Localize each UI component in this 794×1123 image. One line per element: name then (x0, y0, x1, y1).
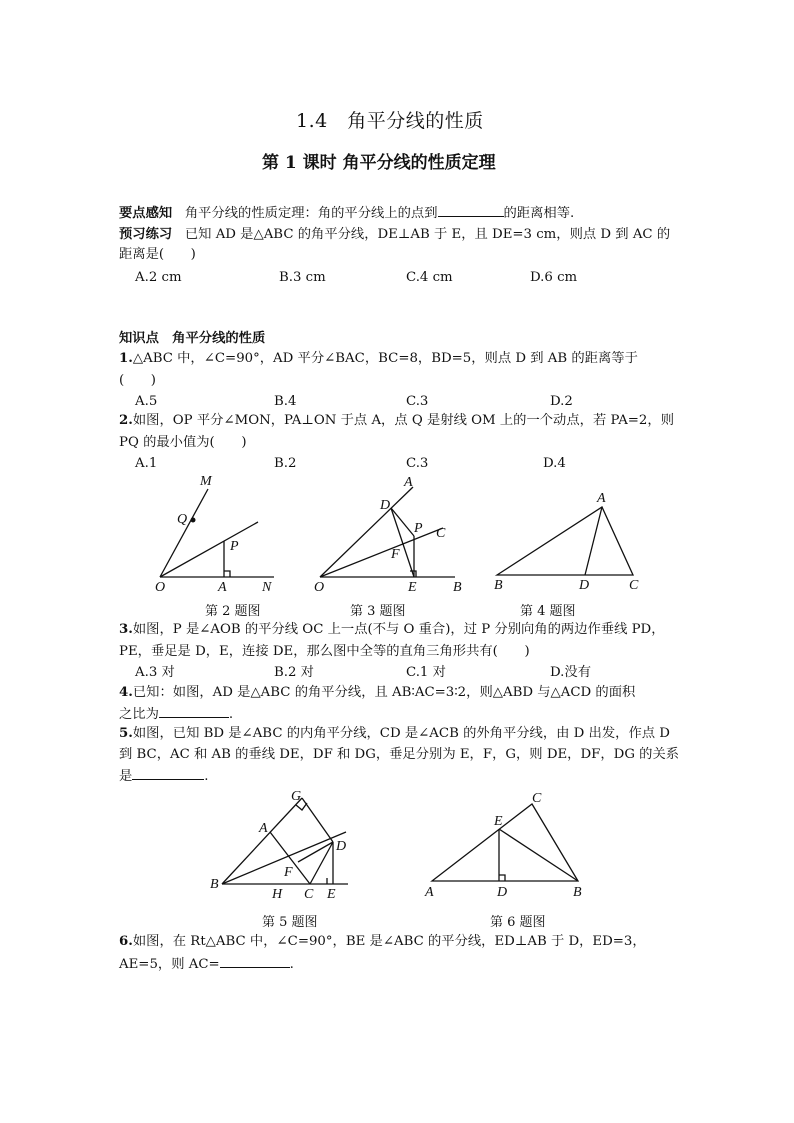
label-B: B (453, 580, 462, 595)
label-A: A (404, 475, 413, 490)
q1-option: B.4 (274, 394, 297, 409)
label-N: N (262, 580, 272, 595)
segment-DP (391, 508, 414, 536)
q5-number: 5. (119, 726, 133, 741)
label-D: D (579, 578, 590, 593)
preview-option: C.4 cm (406, 270, 453, 285)
q5-line1 (119, 725, 670, 742)
label-F: F (391, 547, 400, 562)
label-C: C (304, 887, 314, 902)
label-C: C (436, 526, 446, 541)
q5-text-3: 是 (119, 769, 133, 784)
figure-5-caption: 第 5 题图 (262, 915, 318, 930)
label-M: M (200, 474, 212, 489)
answer-blank[interactable] (132, 767, 204, 780)
q6-text-end: . (289, 957, 294, 972)
q6-number: 6. (119, 934, 133, 949)
label-D: D (336, 839, 347, 854)
label-P: P (414, 521, 423, 536)
key-points-label: 要点感知 (119, 206, 173, 221)
q6-line1 (119, 933, 646, 950)
label-O: O (155, 580, 166, 595)
segment-AD (585, 507, 602, 575)
q3-option: B.2 对 (274, 665, 314, 680)
label-D: D (497, 885, 508, 900)
figure-4 (494, 491, 639, 593)
q2-number: 2. (119, 413, 133, 428)
q3-text: 如图，P 是∠AOB 的平分线 OC 上一点(不与 O 重合)，过 P 分别向角的两边作垂线 PD， (132, 622, 665, 637)
figure-2 (155, 474, 274, 595)
q2-option: D.4 (543, 456, 566, 471)
q1-option: C.3 (406, 394, 429, 409)
q5-text: 如图，已知 BD 是∠ABC 的内角平分线，CD 是∠ACB 的外角平分线，由 D 出发，作点 D (132, 726, 670, 741)
q1-number: 1. (119, 351, 133, 366)
label-B: B (573, 885, 582, 900)
q4-line1 (119, 684, 635, 701)
q4-line2 (119, 705, 233, 723)
q4-text-end: . (228, 707, 234, 722)
triangle-ABC (432, 804, 578, 881)
label-O: O (314, 580, 325, 595)
q4-text: 已知：如图，AD 是△ABC 的角平分线，且 AB∶AC=3∶2，则△ABD 与△ACD 的面积 (132, 685, 636, 700)
point-Q (191, 518, 196, 523)
label-C: C (629, 578, 639, 593)
q3-line1 (119, 621, 665, 638)
figure-6 (424, 791, 582, 900)
q1-line2: ( ) (119, 373, 156, 388)
figure-4-caption: 第 4 题图 (520, 604, 576, 619)
label-F: F (284, 865, 293, 880)
label-P: P (230, 539, 239, 554)
label-B: B (494, 578, 503, 593)
q3-option: A.3 对 (135, 665, 175, 680)
segment-EB (499, 829, 578, 881)
label-G: G (291, 789, 302, 804)
label-C: C (532, 791, 542, 806)
q3-line2: PE，垂足是 D，E，连接 DE，那么图中全等的直角三角形共有( ) (119, 644, 530, 659)
label-A: A (218, 580, 227, 595)
preview-option: D.6 cm (530, 270, 578, 285)
q2-option: A.1 (135, 456, 158, 471)
label-A: A (259, 821, 268, 836)
knowledge-heading: 知识点 角平分线的性质 (119, 331, 266, 346)
label-E: E (327, 887, 336, 902)
figure-6-caption: 第 6 题图 (490, 915, 546, 930)
preview-label: 预习练习 (119, 227, 173, 242)
key-points-text: 角平分线的性质定理：角的平分线上的点到 (184, 206, 438, 221)
q3-number: 3. (119, 622, 133, 637)
label-A: A (425, 885, 434, 900)
q5-line2: 到 BC，AC 和 AB 的垂线 DE，DF 和 DG，垂足分别为 E，F，G，则 DE，DF，DG 的关系 (119, 747, 680, 762)
figure-5 (210, 789, 348, 902)
answer-blank[interactable] (159, 705, 229, 718)
figure-3-caption: 第 3 题图 (350, 604, 406, 619)
q1-option: D.2 (550, 394, 573, 409)
preview-question: 已知 AD 是△ABC 的角平分线，DE⊥AB 于 E，且 DE=3 cm，则点 D 到 AC 的 (184, 227, 671, 242)
label-E: E (408, 580, 417, 595)
q2-option: C.3 (406, 456, 429, 471)
answer-blank[interactable] (220, 955, 290, 968)
right-angle-mark (224, 571, 230, 577)
q2-option: B.2 (274, 456, 297, 471)
section-title: 1.4 角平分线的性质 (296, 110, 484, 132)
q1-text: △ABC 中，∠C=90°，AD 平分∠BAC，BC=8，BD=5，则点 D 到 AB 的距离等于 (132, 351, 638, 366)
q5-text-end: . (204, 769, 209, 784)
q3-option: C.1 对 (406, 665, 446, 680)
ray-OC (320, 528, 443, 577)
key-points-text-end: 的距离相等. (503, 206, 575, 221)
q2-text: 如图，OP 平分∠MON，PA⊥ON 于点 A，点 Q 是射线 OM 上的一个动点，若 PA=2，则 (132, 413, 674, 428)
q3-option: D.没有 (550, 665, 592, 680)
label-Q: Q (177, 512, 188, 527)
q6-line2 (119, 955, 294, 973)
segment-DE (391, 508, 414, 577)
right-angle-mark (296, 803, 307, 810)
label-H: H (272, 887, 283, 902)
preview-option: A.2 cm (135, 270, 182, 285)
figure-3 (314, 475, 462, 595)
q1-option: A.5 (135, 394, 158, 409)
q5-line3 (119, 767, 209, 785)
label-B: B (210, 877, 219, 892)
q6-text-2: AE=5，则 AC= (119, 957, 220, 972)
figure-2-caption: 第 2 题图 (205, 604, 261, 619)
q4-number: 4. (119, 685, 133, 700)
q6-text: 如图，在 Rt△ABC 中，∠C=90°，BE 是∠ABC 的平分线，ED⊥AB 于 D，ED=3， (132, 934, 646, 949)
lesson-title: 第 1 课时 角平分线的性质定理 (262, 153, 496, 173)
label-A: A (597, 491, 606, 506)
q4-text-2: 之比为 (119, 707, 159, 722)
triangle-ABC (497, 507, 633, 575)
label-E: E (494, 814, 503, 829)
preview-option: B.3 cm (279, 270, 326, 285)
right-angle-mark (499, 875, 505, 881)
q2-line2: PQ 的最小值为( ) (119, 435, 247, 450)
label-D: D (380, 498, 391, 513)
preview-line2: 距离是( ) (119, 247, 196, 262)
